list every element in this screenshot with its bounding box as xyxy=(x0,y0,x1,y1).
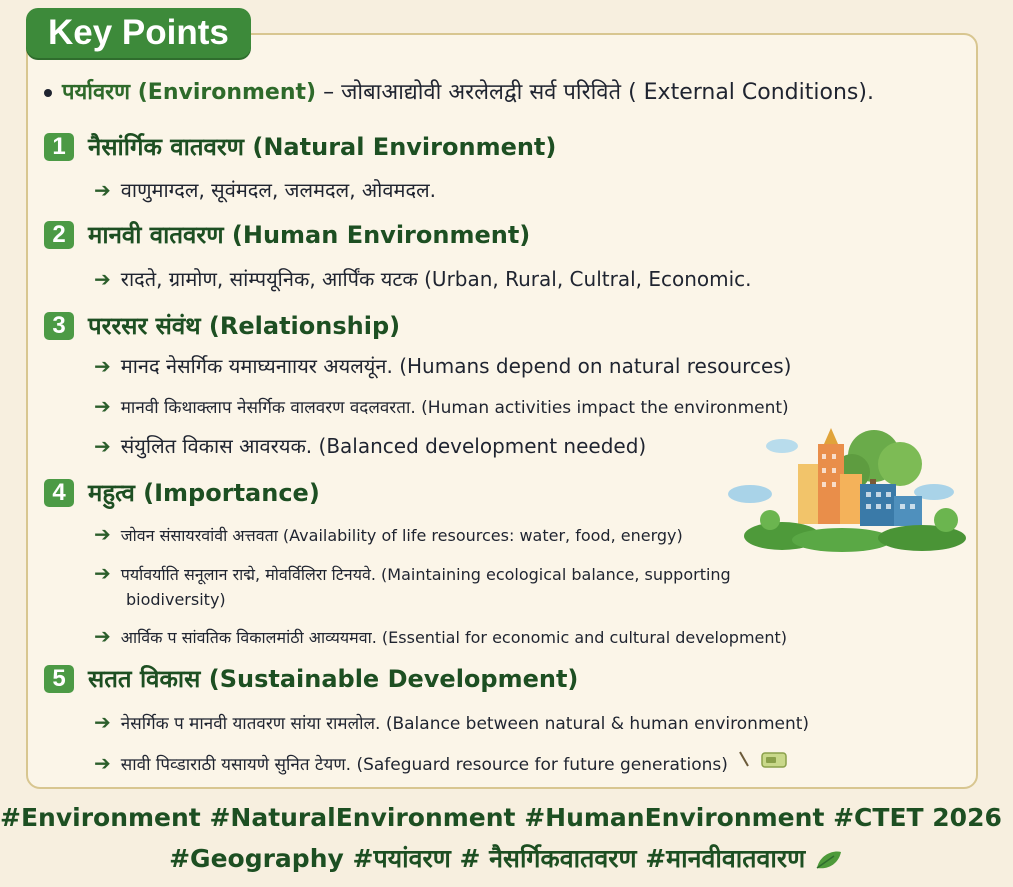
section-number-badge: 3 xyxy=(44,312,74,340)
hashtag-text: #Environment #NaturalEnvironment #HumanEnvironment #CTET 2026 xyxy=(0,803,1002,832)
arrow-icon: ➔ xyxy=(94,178,111,202)
point-text-continued: biodiversity) xyxy=(126,590,226,609)
list-item xyxy=(94,352,791,379)
point-text: वाणुमाग्दल, सूवंमदल, जलमदल, ओवमदल. xyxy=(120,178,437,202)
bullet-icon xyxy=(44,89,52,97)
list-item xyxy=(94,748,790,775)
section-title: पररसर संवंथ (Relationship) xyxy=(88,312,401,340)
list-item xyxy=(94,432,646,459)
intro-definition: – जोबाआद्योवी अरलेलद्वी सर्व परिविते ( External Conditions). xyxy=(323,80,874,105)
point-text: संयुलित विकास आवरयक. (Balanced development needed) xyxy=(120,434,647,458)
hashtags-line-1 xyxy=(0,803,1013,832)
point-text: सावी पिव्डाराठी यसायणे सुनित टेयण. (Safeguard resource for future generations) xyxy=(120,755,728,775)
arrow-icon: ➔ xyxy=(94,354,111,378)
list-item xyxy=(94,265,752,292)
section-number-badge: 5 xyxy=(44,665,74,693)
arrow-icon: ➔ xyxy=(94,434,111,458)
hashtag-text: #Geography #पयांवरण # नैसर्गिकवातवरण #मानवीवातवारण xyxy=(169,844,806,873)
leaf-icon xyxy=(814,848,844,872)
section-title: सतत विकास (Sustainable Development) xyxy=(88,665,579,693)
section-number-badge: 4 xyxy=(44,479,74,507)
arrow-icon: ➔ xyxy=(94,267,111,291)
point-text: मानद नेसर्गिक यमाघ्यनाायर अयलयूंन. (Humans depend on natural resources) xyxy=(120,354,792,378)
list-item xyxy=(94,710,809,734)
point-text: नेसर्गिक प मानवी यातवरण सांया रामलोल. (Balance between natural & human environment) xyxy=(120,714,810,734)
list-item xyxy=(94,561,731,585)
list-item xyxy=(94,522,683,546)
section-3-heading xyxy=(44,309,400,342)
section-title: नैसांर्गिक वातवरण (Natural Environment) xyxy=(88,133,557,161)
arrow-icon: ➔ xyxy=(94,522,111,546)
section-1-heading xyxy=(44,130,556,163)
list-item xyxy=(94,624,787,648)
hashtags-line-2 xyxy=(0,841,1013,875)
point-text: आर्विक प सांवतिक विकालमांठी आव्ययमवा. (Essential for economic and cultural development) xyxy=(120,628,788,647)
point-text: जोवन संसायरवांवी अत्तवता (Availability of life resources: water, food, energy) xyxy=(120,526,683,545)
section-number-badge: 2 xyxy=(44,221,74,249)
section-4-heading xyxy=(44,476,320,509)
list-item xyxy=(94,394,789,418)
point-text: मानवी किथाक्लाप नेसर्गिक वालवरण वदलवरता. (Human activities impact the environment) xyxy=(120,398,789,418)
arrow-icon: ➔ xyxy=(94,624,111,648)
intro-term: पर्यावरण (Environment) xyxy=(62,80,317,105)
section-title: महुत्व (Importance) xyxy=(88,479,320,507)
section-title: मानवी वातवरण (Human Environment) xyxy=(88,221,531,249)
point-text: रादते, ग्रामोण, सांम्पयूनिक, आर्पिंक यटक (Urban, Rural, Cultral, Economic. xyxy=(120,267,752,291)
section-2-heading xyxy=(44,218,530,251)
arrow-icon: ➔ xyxy=(94,751,111,775)
section-number-badge: 1 xyxy=(44,133,74,161)
page-title: Key Points xyxy=(26,8,251,58)
section-5-heading xyxy=(44,662,578,695)
arrow-icon: ➔ xyxy=(94,710,111,734)
intro-line xyxy=(44,76,874,106)
eco-card-icon xyxy=(738,748,790,770)
arrow-icon: ➔ xyxy=(94,561,111,585)
arrow-icon: ➔ xyxy=(94,394,111,418)
point-text: पर्यावर्याति सनूलान राद्मे, मोवर्विलिरा टिनयवे. (Maintaining ecological balance, supporting xyxy=(120,565,731,584)
city-nature-illustration xyxy=(722,424,970,554)
list-item xyxy=(94,176,436,203)
